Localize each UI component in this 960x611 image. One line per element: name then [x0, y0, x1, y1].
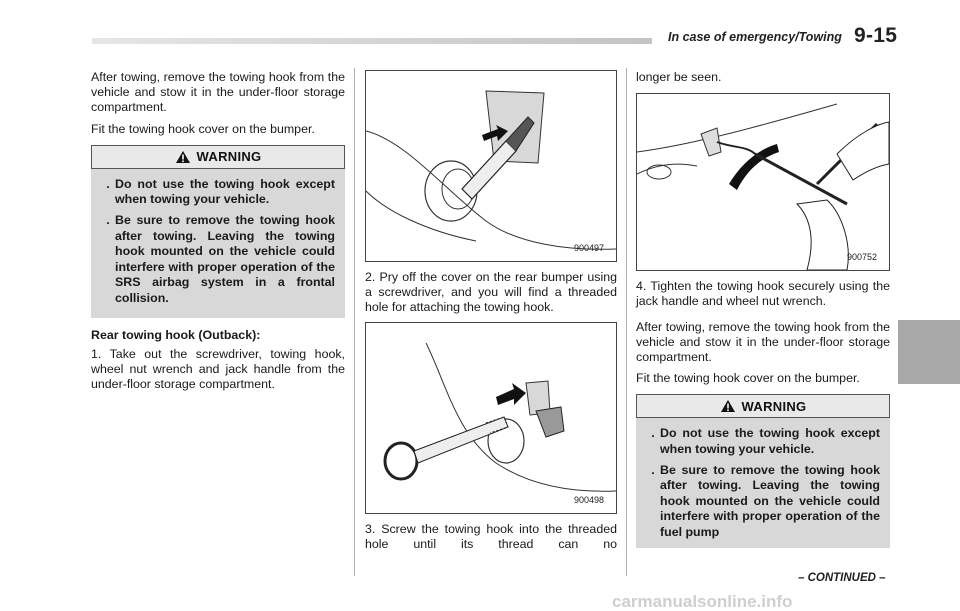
paragraph: Fit the towing hook cover on the bumper. [91, 121, 315, 136]
warning-label: WARNING [196, 149, 262, 165]
warning-item [101, 213, 335, 307]
continued-label: – CONTINUED – [798, 572, 886, 584]
footer-watermark: carmanualsonline.info [612, 592, 793, 611]
warning-text: Do not use the towing hook except when towing your vehicle. [660, 426, 880, 457]
step-2: 2. Pry off the cover on the rear bumper using a screwdriver, and you will find a threaded hole for attaching the towing hook. [365, 270, 617, 315]
tighten-hook-illustration [637, 94, 889, 270]
figure-code: 900752 [846, 252, 877, 263]
column-left [91, 70, 345, 398]
warning-item [646, 463, 880, 541]
warning-triangle-icon [175, 150, 191, 164]
subheading: Rear towing hook (Outback): [91, 327, 261, 342]
warning-box [636, 418, 890, 547]
paragraph: longer be seen. [636, 70, 722, 84]
warning-text: Be sure to remove the towing hook after towing. Leaving the towing hook mounted on the vehicle could interfere with proper operation of the fuel pump [660, 462, 880, 539]
bumper-cover-illustration [366, 71, 616, 261]
figure-pry-cover [365, 70, 617, 262]
towing-hook-illustration [366, 323, 616, 513]
step-4: 4. Tighten the towing hook securely using the jack handle and wheel nut wrench. [636, 279, 890, 309]
warning-triangle-icon [720, 399, 736, 413]
header-rule [92, 38, 652, 44]
warning-text: Do not use the towing hook except when towing your vehicle. [115, 176, 335, 207]
chapter-thumb-tab [898, 320, 960, 384]
page-number: 9-15 [854, 24, 898, 47]
warning-box [91, 169, 345, 318]
figure-code: 900497 [573, 243, 604, 253]
warning-item [646, 426, 880, 457]
column-right [636, 70, 890, 558]
step-3: 3. Screw the towing hook into the threaded hole until its thread can no [365, 521, 617, 551]
bullet: . [106, 176, 110, 191]
paragraph: After towing, remove the towing hook from the vehicle and stow it in the under-floor storage compartment. [636, 319, 890, 365]
figure-tighten-hook [636, 93, 890, 271]
warning-header [636, 394, 890, 418]
column-middle [365, 70, 617, 558]
figure-code: 900498 [573, 494, 604, 505]
column-divider [354, 68, 355, 576]
section-title: In case of emergency/Towing [668, 30, 842, 44]
bullet: . [651, 426, 655, 441]
step-1: 1. Take out the screwdriver, towing hook, wheel nut wrench and jack handle from the under-floor storage compartment. [91, 346, 345, 391]
bullet: . [651, 462, 655, 477]
warning-item [101, 177, 335, 208]
column-divider [626, 68, 627, 576]
warning-text: Be sure to remove the towing hook after towing. Leaving the towing hook mounted on the vehicle could interfere with proper operation of the SRS airbag system in a frontal collision. [115, 213, 335, 305]
warning-label: WARNING [741, 398, 807, 414]
warning-header [91, 145, 345, 169]
bullet: . [106, 213, 110, 227]
figure-attach-hook [365, 322, 617, 514]
paragraph: After towing, remove the towing hook from the vehicle and stow it in the under-floor storage compartment. [91, 70, 345, 115]
paragraph: Fit the towing hook cover on the bumper. [636, 371, 860, 386]
